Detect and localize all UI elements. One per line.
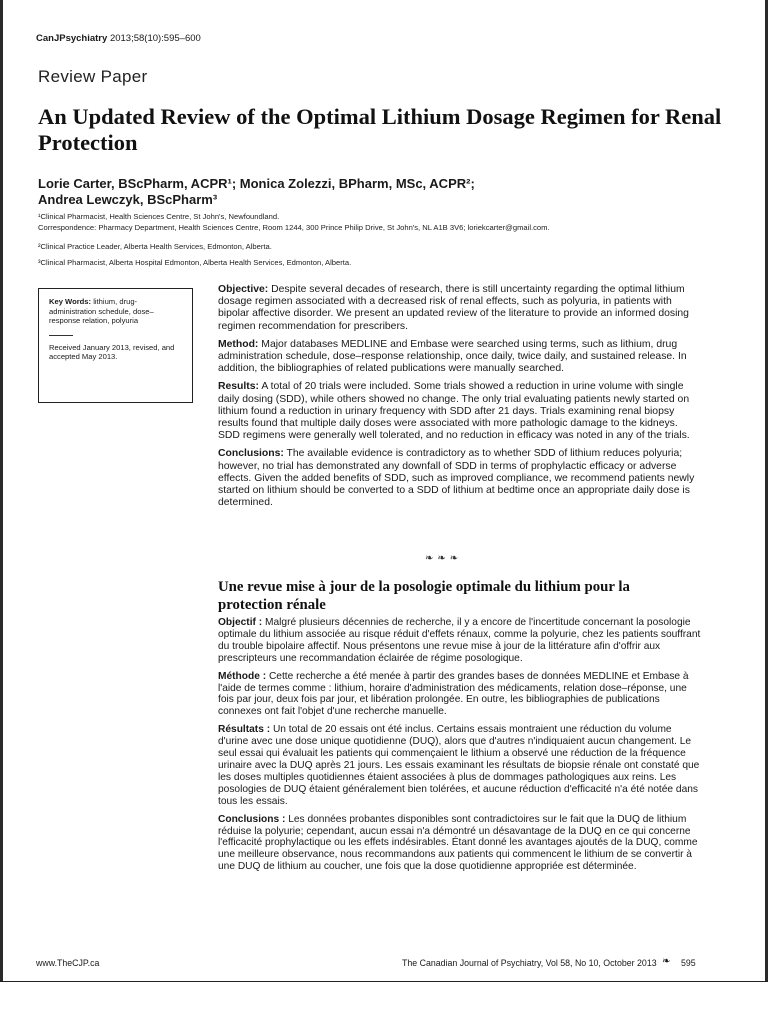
affiliation-2: ²Clinical Practice Leader, Alberta Health Services, Edmonton, Alberta. <box>38 242 272 251</box>
page-number: 595 <box>681 958 696 968</box>
abstract-french <box>218 617 702 879</box>
method-label: Method: <box>218 338 259 350</box>
ornament-divider-icon: ❧❧❧ <box>425 553 463 564</box>
conclusions-fr-label: Conclusions : <box>218 813 286 825</box>
running-head-journal: CanJPsychiatry <box>36 33 108 44</box>
methode-label: Méthode : <box>218 670 267 682</box>
methode-text: Cette recherche a été menée à partir des grandes bases de données MEDLINE et Embase à l'aide de termes comme : lithium, horaire d'administration des médicaments, relation dose–réponse, une fois par jour, deux fois par jour, et libération prolongée. En outre, les bibliographies de publications connexes ont fait l'objet d'une recherche manuelle. <box>218 670 689 718</box>
objectif-label: Objectif : <box>218 617 263 628</box>
abstract-results <box>218 381 700 442</box>
running-head <box>36 33 201 44</box>
conclusions-fr-text: Les données probantes disponibles sont contradictoires sur le fait que la DUQ de lithium réduise la polyurie; cependant, aucun essai n'a démontré un désavantage de la DUQ en ce qui concerne l'efficacité prophylactique ou les effets indésirables. Étant donné les avantages ajoutés de la DUQ, comme une meilleure observance, nous recommandons aux patients qui commencent le lithium de se convertir à une DUQ de lithium au coucher, une fois que la dose quotidienne appropriée est déterminée. <box>218 813 698 873</box>
keywords-box <box>38 288 193 403</box>
leaf-icon: ❧ <box>662 956 671 967</box>
page-edge-left <box>0 0 3 1024</box>
abstract-english <box>218 284 700 515</box>
page-bottom-margin <box>0 982 768 1024</box>
resultats-label: Résultats : <box>218 724 271 736</box>
objectif-text: Malgré plusieurs décennies de recherche, il y a encore de l'incertitude concernant la posologie optimale du lithium associée au risque réduit d'effets rénaux, comme la polyurie, chez les patients souffrant du trouble bipolaire affectif. Nous présentons une revue mise à jour de la littérature afin d'offrir aux prescripteurs une recommandation éclairée de régime posologique. <box>218 617 701 664</box>
abstract-method <box>218 339 700 376</box>
section-label: Review Paper <box>38 67 148 86</box>
keywords-label: Key Words: <box>49 297 92 306</box>
keywords-list: lithium, drug-administration schedule, dose–response relation, polyuria <box>49 297 154 326</box>
authors-line-1: Lorie Carter, BScPharm, ACPR¹; Monica Zolezzi, BPharm, MSc, ACPR²; <box>38 176 475 191</box>
correspondence-text: Correspondence: Pharmacy Department, Health Sciences Centre, Room 1244, 300 Prince Philip Drive, St John's, NL A1B 3V6; loriekcarter@gmail.com. <box>38 222 550 232</box>
objective-text: Despite several decades of research, there is still uncertainty regarding the optimal lithium dosage regimen associated with a decreased risk of renal effects, such as polyuria, in patients with bipolar affective disorder. We present an updated review of the literature to provide an informed dosing regimen recommendation for prescribers. <box>218 284 689 332</box>
abstract-methode <box>218 671 702 719</box>
results-label: Results: <box>218 381 259 393</box>
method-text: Major databases MEDLINE and Embase were searched using terms, such as lithium, drug administration schedule, dose–response relationship, once daily, twice daily, and sustained release. In addition, the bibliographies of related publications were manually searched. <box>218 338 687 375</box>
received-date: Received January 2013, revised, and accepted May 2013. <box>49 342 175 362</box>
abstract-resultats <box>218 724 702 807</box>
keywords <box>49 297 182 326</box>
keywords-divider <box>49 335 73 336</box>
authors <box>38 176 728 207</box>
conclusions-text: The available evidence is contradictory as to whether SDD of lithium reduces polyuria; however, no trial has demonstrated any downfall of SDD in terms of prophylactic efficacy or adverse effects. Given the added benefits of SDD, such as improved compliance, we recommend patients newly started on lithium should be converted to a SDD of lithium at bedtime once an appropriate daily dose is determined. <box>218 448 695 509</box>
affiliation-1-text: ¹Clinical Pharmacist, Health Sciences Centre, St John's, Newfoundland. <box>38 212 280 221</box>
article-title: An Updated Review of the Optimal Lithium Dosage Regimen for Renal Protection <box>38 104 722 155</box>
running-head-citation: 2013;58(10):595–600 <box>109 33 201 44</box>
abstract-objective <box>218 284 700 333</box>
conclusions-label: Conclusions: <box>218 448 284 460</box>
abstract-objectif <box>218 617 702 665</box>
affiliation-1 <box>38 212 550 233</box>
french-title: Une revue mise à jour de la posologie optimale du lithium pour la protection rénale <box>218 579 630 613</box>
objective-label: Objective: <box>218 284 269 295</box>
abstract-conclusions-fr <box>218 814 702 874</box>
footer-journal-issue: The Canadian Journal of Psychiatry, Vol 58, No 10, October 2013 <box>402 958 657 968</box>
abstract-conclusions <box>218 448 700 509</box>
resultats-text: Un total de 20 essais ont été inclus. Certains essais montraient une réduction du volume d'urine avec une dose unique quotidienne (DUQ), alors que d'autres n'indiquaient aucun changement. Le seul essai qui évaluait les patients qui commençaient le lithium a observé une réduction de la fréquence urinaire avec la DUQ après 21 jours. Les essais examinant les résultats de biopsie rénale ont constaté que les doses multiples quotidiennes étaient associées à plus de dommages pathologiques aux reins. Les posologies de DUQ étaient généralement bien tolérées, et aucune réduction d'efficacité n'a été notée dans tous les essais. <box>218 724 700 807</box>
affiliation-3: ³Clinical Pharmacist, Alberta Hospital Edmonton, Alberta Health Services, Edmonton, Alberta. <box>38 258 352 267</box>
results-text: A total of 20 trials were included. Some trials showed a reduction in urine volume with single daily dosing (SDD), while others showed no change. The only trial evaluating patients newly started on lithium found a reduction in urinary frequency with SDD after 21 days. Trials examining renal biopsy results found that multiple daily doses were associated with more pathologic damage to the kidneys. SDD regimens were generally well tolerated, and no reduction in efficacy was noted in any of the trials. <box>218 381 690 442</box>
footer-website-link[interactable]: www.TheCJP.ca <box>36 958 100 968</box>
authors-line-2: Andrea Lewczyk, BScPharm³ <box>38 191 218 207</box>
